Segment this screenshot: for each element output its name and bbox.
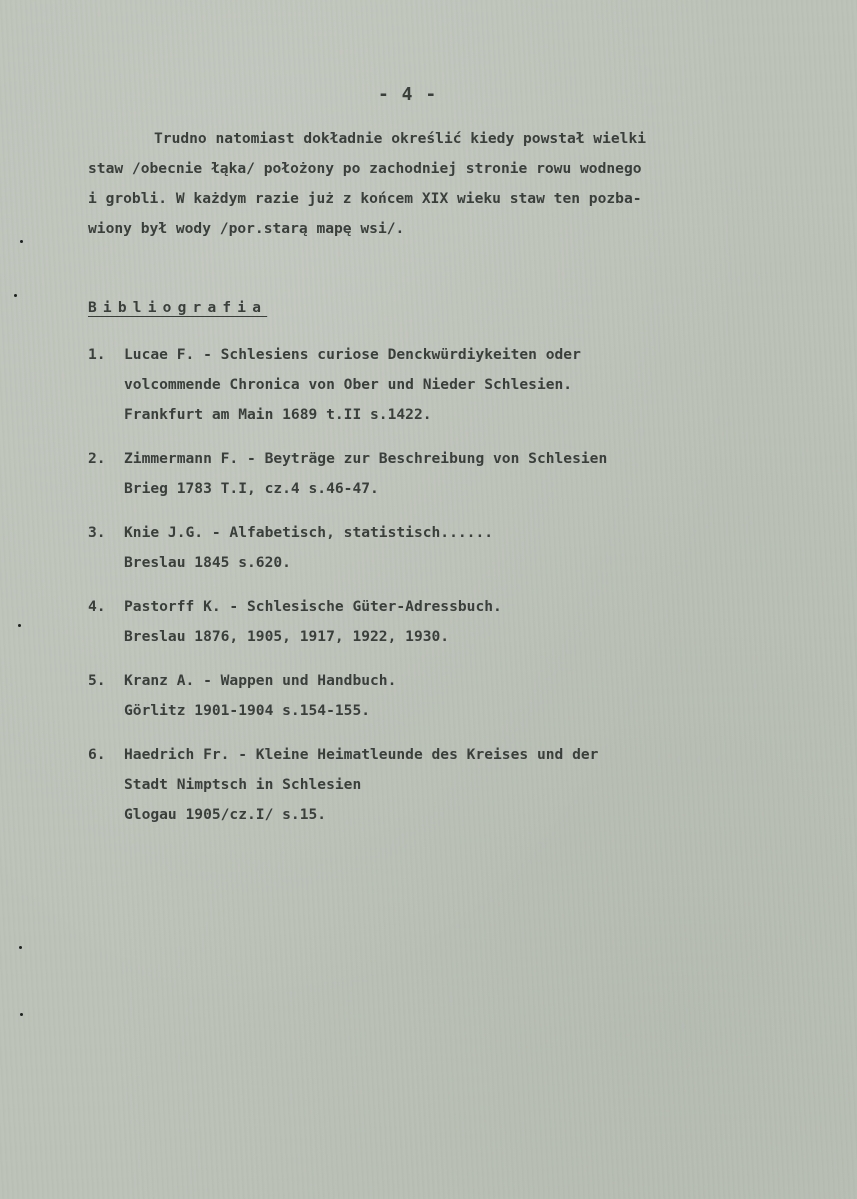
entry-line: Lucae F. - Schlesiens curiose Denckwürdiykeiten oder [124, 346, 581, 363]
intro-line: staw /obecnie łąka/ położony po zachodniej stronie rowu wodnego [88, 160, 642, 177]
entry-line: Glogau 1905/cz.I/ s.15. [124, 806, 327, 823]
entry-line: Breslau 1845 s.620. [124, 554, 291, 571]
margin-speck [19, 946, 22, 949]
margin-speck [18, 624, 21, 627]
margin-speck [20, 1013, 23, 1016]
margin-speck [14, 294, 17, 297]
entry-line: Kranz A. - Wappen und Handbuch. [124, 672, 397, 689]
bibliography-list [88, 340, 788, 830]
entry-line: Görlitz 1901-1904 s.154-155. [124, 702, 371, 719]
bibliography-entry [88, 444, 788, 504]
bibliography-entry [88, 592, 788, 652]
intro-paragraph [88, 124, 778, 244]
entry-number: 4. [88, 598, 106, 615]
entry-line: Brieg 1783 T.I, cz.4 s.46-47. [124, 480, 379, 497]
entry-number: 1. [88, 346, 106, 363]
entry-line: Zimmermann F. - Beyträge zur Beschreibung von Schlesien [124, 450, 608, 467]
entry-line: Breslau 1876, 1905, 1917, 1922, 1930. [124, 628, 450, 645]
intro-line: wiony był wody /por.starą mapę wsi/. [88, 220, 405, 237]
bibliography-heading: Bibliografia [88, 300, 268, 316]
entry-line: Haedrich Fr. - Kleine Heimatleunde des Kreises und der [124, 746, 599, 763]
entry-number: 3. [88, 524, 106, 541]
entry-line: Frankfurt am Main 1689 t.II s.1422. [124, 406, 432, 423]
entry-number: 5. [88, 672, 106, 689]
bibliography-entry [88, 518, 788, 578]
bibliography-entry [88, 666, 788, 726]
intro-line: Trudno natomiast dokładnie określić kiedy powstał wielki [154, 130, 647, 147]
entry-number: 6. [88, 746, 106, 763]
entry-line: Stadt Nimptsch in Schlesien [124, 776, 362, 793]
margin-speck [20, 240, 23, 243]
bibliography-entry [88, 740, 788, 830]
bibliography-entry [88, 340, 788, 430]
entry-number: 2. [88, 450, 106, 467]
intro-line: i grobli. W każdym razie już z końcem XIX wieku staw ten pozba- [88, 190, 642, 207]
page-number: - 4 - [378, 84, 438, 105]
entry-line: Pastorff K. - Schlesische Güter-Adressbuch. [124, 598, 502, 615]
entry-line: Knie J.G. - Alfabetisch, statistisch...... [124, 524, 494, 541]
entry-line: volcommende Chronica von Ober und Nieder Schlesien. [124, 376, 573, 393]
